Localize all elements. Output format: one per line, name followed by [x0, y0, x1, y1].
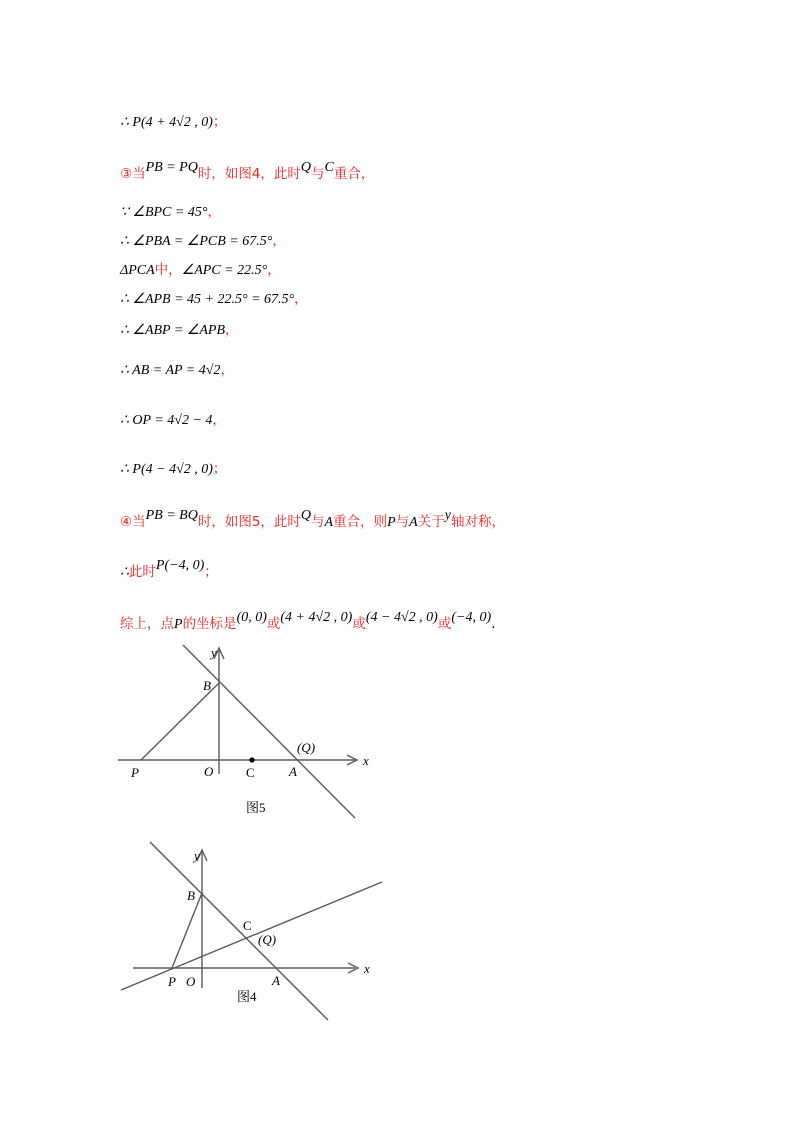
figure-4 — [115, 838, 390, 1024]
solution-line-7 — [120, 318, 239, 339]
math-expression: C — [324, 160, 334, 175]
math-expression: y — [444, 508, 451, 523]
figure-5-caption: 图5 — [246, 800, 266, 815]
label-c: C — [246, 765, 255, 780]
math-expression: ∴ P(4 + 4√2 , 0) — [120, 115, 213, 130]
line-ab — [183, 645, 355, 818]
label-p: P — [168, 974, 176, 989]
punctuation: ， — [225, 322, 239, 338]
figure-5 — [115, 640, 385, 830]
math-expression: Q — [300, 508, 312, 523]
punctuation: . — [491, 616, 496, 632]
label-x: x — [364, 961, 370, 976]
math-expression: ∠APC = 22.5° — [181, 263, 268, 278]
text-segment: 或 — [352, 616, 366, 632]
solution-line-9 — [120, 408, 226, 429]
text-segment: 与 — [395, 514, 410, 530]
punctuation: ， — [272, 233, 286, 249]
punctuation: ， — [207, 204, 221, 220]
math-expression: A — [324, 515, 334, 530]
text-segment: 重合， — [333, 166, 375, 182]
math-expression: ΔPCA — [120, 263, 155, 278]
text-segment: 的坐标是 — [182, 616, 237, 632]
solution-line-8 — [120, 358, 234, 379]
punctuation: ； — [212, 114, 227, 130]
solution-line-5 — [120, 258, 281, 279]
figure-4-diagram — [115, 838, 390, 1024]
text-segment: ③当 — [120, 166, 146, 182]
solution-line-10 — [120, 457, 226, 478]
text-segment: ④当 — [120, 514, 146, 530]
math-expression: ∴ ∠ABP = ∠APB — [120, 323, 226, 338]
math-expression: ∴ AB = AP = 4√2 — [120, 363, 221, 378]
text-segment: 时，如图5，此时 — [197, 514, 301, 530]
point-c — [249, 757, 254, 762]
label-a: A — [272, 973, 280, 988]
label-b: B — [203, 678, 211, 693]
math-expression: ∴ ∠PBA = ∠PCB = 67.5° — [120, 234, 273, 249]
math-expression: PB = PQ — [145, 160, 198, 175]
text-segment: 此时 — [128, 564, 156, 580]
label-o: O — [204, 764, 214, 779]
solution-line-12 — [120, 560, 218, 581]
math-expression: P — [174, 617, 183, 632]
math-expression: (0, 0) — [236, 610, 267, 625]
segment-pb — [172, 893, 202, 968]
text-segment: 重合，则 — [333, 514, 388, 530]
math-expression: Q — [300, 160, 312, 175]
text-segment: 关于 — [417, 514, 445, 530]
math-expression: ∴ — [120, 565, 129, 580]
math-expression: (4 + 4√2 , 0) — [280, 610, 353, 625]
math-expression: PB = BQ — [145, 508, 198, 523]
punctuation: ； — [204, 564, 218, 580]
figure-5-diagram — [115, 640, 385, 830]
punctuation: ， — [294, 291, 308, 307]
solution-line-1 — [120, 110, 226, 131]
math-expression: A — [409, 515, 418, 530]
text-segment: 与 — [311, 166, 325, 182]
label-q: (Q) — [258, 932, 277, 947]
text-segment: 或 — [266, 616, 281, 632]
solution-line-4 — [120, 229, 286, 250]
label-c: C — [243, 918, 252, 933]
text-segment: 或 — [437, 616, 452, 632]
text-segment: 中， — [154, 262, 182, 278]
label-b: B — [187, 888, 195, 903]
figure-4-caption: 图4 — [237, 989, 257, 1004]
punctuation: ， — [267, 262, 281, 278]
label-y: y — [194, 848, 200, 863]
solution-line-2 — [120, 162, 374, 183]
punctuation: ， — [220, 362, 234, 378]
math-expression: ∴ ∠APB = 45 + 22.5° = 67.5° — [120, 292, 295, 307]
math-expression: P(−4, 0) — [155, 558, 205, 573]
text-segment: 与 — [311, 514, 325, 530]
text-segment: 时，如图4，此时 — [197, 166, 301, 182]
label-a: A — [289, 764, 297, 779]
punctuation: ， — [212, 412, 226, 428]
label-o: O — [186, 974, 196, 989]
solution-line-6 — [120, 287, 308, 308]
text-segment: 综上，点 — [120, 616, 174, 632]
label-q: (Q) — [297, 740, 316, 755]
math-expression: (−4, 0) — [451, 610, 492, 625]
text-segment: 轴对称， — [450, 514, 505, 530]
label-y: y — [211, 645, 217, 660]
label-p: P — [131, 765, 139, 780]
math-expression: P — [387, 515, 396, 530]
math-expression: ∴ P(4 − 4√2 , 0) — [120, 462, 213, 477]
segment-pb — [141, 683, 219, 760]
solution-line-11 — [120, 510, 505, 531]
label-x: x — [363, 753, 369, 768]
math-expression: ∴ OP = 4√2 − 4 — [120, 413, 213, 428]
punctuation: ； — [212, 461, 227, 477]
math-expression: ∵ ∠BPC = 45° — [120, 205, 208, 220]
math-expression: (4 − 4√2 , 0) — [365, 610, 438, 625]
line-pc — [121, 882, 382, 990]
solution-line-3 — [120, 200, 221, 221]
solution-line-13 — [120, 612, 496, 633]
